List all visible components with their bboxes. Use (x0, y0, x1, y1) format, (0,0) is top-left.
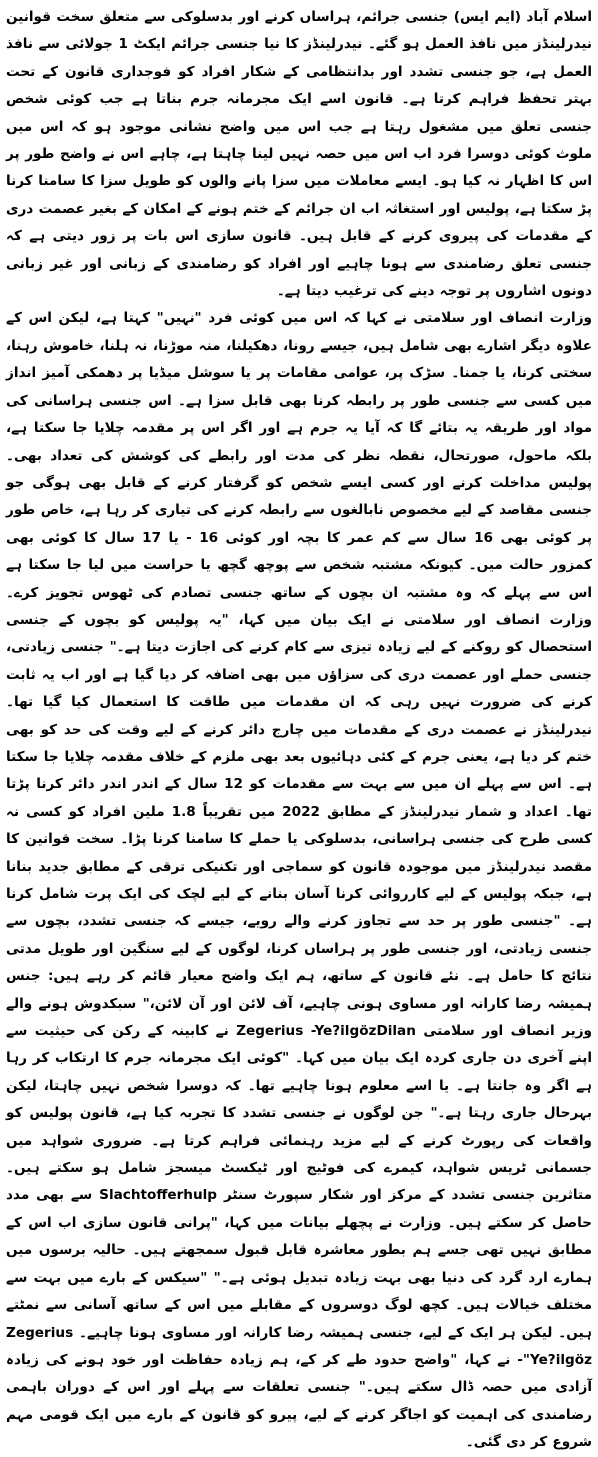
article-paragraph-2: وزارت انصاف اور سلامتی نے کہا کہ اس میں کوئی فرد "نہیں" کہتا ہے، لیکن اس کے علاوہ دیگر اشارے بھی شامل ہیں، جیسے رونا، دھکیلنا، منہ موڑنا، نہ ہلنا، خاموش رہنا، سختی کرنا، یا جمنا۔ سڑک پر، عوامی مقامات پر یا سوشل میڈیا پر دھمکی آمیز انداز میں کسی سے جنسی طور پر رابطہ کرنا بھی قابل سزا ہے۔ اس جنسی ہراسانی کی مواد اور طریقہ یہ بتائے گا کہ آیا یہ جرم ہے اور اگر اس پر مقدمہ چلایا جا سکتا ہے، بلکہ ماحول، صورتحال، نقطہ نظر کی مدت اور رابطے کی کوشش کی تعداد بھی۔ پولیس مداخلت کرنے اور کسی ایسے شخص کو گرفتار کرنے کے قابل بھی ہوگی جو جنسی مقاصد کے لیے مخصوص نابالغوں سے رابطہ کرنے کی تیاری کر رہا ہے، خاص طور پر کوئی بھی 16 سال سے کم عمر کا بچہ اور کوئی 16 - یا 17 سال کا کوئی بھی کمزور حالت میں۔ کیونکہ مشتبہ شخص سے پوچھ گچھ یا حراست میں لیا جا سکتا ہے اس سے پہلے کہ وہ مشتبہ ان بچوں کے ساتھ جنسی تصادم کی ٹھوس تجویز کرے۔ وزارت انصاف اور سلامتی نے ایک بیان میں کہا، "یہ پولیس کو بچوں کے جنسی استحصال کو روکنے کے لیے زیادہ تیزی سے کام کرنے کی اجازت دیتا ہے۔" جنسی زیادتی، جنسی حملے اور عصمت دری کی سزاؤں میں بھی اضافہ کر دیا گیا ہے اور اب یہ ثابت کرنے کی ضرورت نہیں رہی کہ ان مقدمات میں طاقت کا استعمال کیا گیا تھا۔ نیدرلینڈز نے عصمت دری کے مقدمات میں چارج دائر کرنے کے لیے وقت کی حد کو بھی ختم کر دیا ہے، یعنی جرم کے کئی دہائیوں بعد بھی ملزم کے خلاف مقدمہ چلایا جا سکتا ہے۔ اس سے پہلے ان میں سے بہت سے مقدمات کو 12 سال کے اندر اندر دائر کرنا پڑتا تھا۔ اعداد و شمار نیدرلینڈز کے مطابق 2022 میں تقریباً 1.8 ملین افراد کو کسی نہ کسی طرح کی جنسی ہراسانی، بدسلوکی یا حملے کا سامنا کرنا پڑا۔ سخت قوانین کا مقصد نیدرلینڈز میں موجودہ قانون کو سماجی اور تکنیکی ترقی کے مطابق جدید بنانا ہے، جبکہ پولیس کے لیے کارروائی کرنا آسان بنانے کے لیے لچک کی ایک پرت شامل کرنا ہے۔ "جنسی طور پر حد سے تجاوز کرنے والے رویے، جیسے کہ جنسی تشدد، بچوں سے جنسی زیادتی، اور جنسی طور پر ہراساں کرنا، لوگوں کے لیے سنگین اور طویل مدتی نتائج کا حامل ہے۔ نئے قانون کے ساتھ، ہم ایک واضح معیار قائم کر رہے ہیں: جنس ہمیشہ رضا کارانہ اور مساوی ہونی چاہیے، آف لائن اور آن لائن،" سبکدوش ہونے والے وزیر انصاف اور سلامتی Zegerius -Ye?ilgözDilan نے کابینہ کے رکن کی حیثیت سے اپنے آخری دن جاری کردہ ایک بیان میں کہا۔ "کوئی ایک مجرمانہ جرم کا ارتکاب کر رہا ہے اگر وہ جانتا ہے۔ یا اسے معلوم ہونا چاہیے تھا۔ کہ دوسرا شخص نہیں چاہتا، لیکن بہرحال جاری رہتا ہے۔" جن لوگوں نے جنسی تشدد کا تجربہ کیا ہے، قانون پولیس کو واقعات کی رپورٹ کرنے کے لیے مزید رہنمائی فراہم کرتا ہے۔ ضروری شواہد میں جسمانی ٹریس شواہد، کیمرے کی فوٹیج اور ٹیکسٹ میسجز شامل ہو سکتے ہیں۔ متاثرین جنسی تشدد کے مرکز اور شکار سپورٹ سنٹر Slachtofferhulp سے بھی مدد حاصل کر سکتے ہیں۔ وزارت نے پچھلے بیانات میں کہا، "پرانی قانون سازی اب اس کے مطابق نہیں تھی جسے ہم بطور معاشرہ قابل قبول سمجھتے ہیں۔ حالیہ برسوں میں ہمارے ارد گرد کی دنیا بھی بہت زیادہ تبدیل ہوئی ہے۔" "سیکس کے بارے میں بہت سے مختلف خیالات ہیں۔ کچھ لوگ دوسروں کے مقابلے میں اس کے ساتھ آسانی سے نمٹتے ہیں۔ لیکن ہر ایک کے لیے، جنسی ہمیشہ رضا کارانہ اور مساوی ہونا چاہیے۔ Zegerius -"Ye?ilgöz نے کہا، "واضح حدود طے کر کے، ہم زیادہ حفاظت اور خود ہونے کی زیادہ آزادی میں حصہ ڈال سکتے ہیں۔" جنسی تعلقات سے پہلے اور اس کے دوران باہمی رضامندی کی اہمیت کو اجاگر کرنے کے لیے، پیرو کو قانون کے بارے میں ایک قومی مہم شروع کر دی گئی۔ (6, 310, 593, 1451)
article-paragraph-1: اسلام آباد (ایم ایس) جنسی جرائم، ہراساں کرنے اور بدسلوکی سے متعلق سخت قوانین نیدرلینڈز میں نافذ العمل ہو گئے۔ نیدرلینڈز کا نیا جنسی جرائم ایکٹ 1 جولائی سے نافذ العمل ہے، جو جنسی تشدد اور بدانتظامی کے شکار افراد کو فوجداری قانون کے تحت بہتر تحفظ فراہم کرتا ہے۔ قانون اسے ایک مجرمانہ جرم بناتا ہے جب کوئی شخص جنسی تعلق میں مشغول رہتا ہے جب اس میں واضح نشانی موجود ہو کہ اس میں ملوث کوئی دوسرا فرد اب اس میں حصہ نہیں لینا چاہتا ہے، چاہے اس نے واضح طور پر اس کا اظہار نہ کیا ہو۔ ایسے معاملات میں سزا پانے والوں کو طویل سزا کا سامنا کرنا پڑ سکتا ہے، پولیس اور استغاثہ اب ان جرائم کے ختم ہونے کے امکان کے بغیر عصمت دری کے مقدمات کی پیروی کرنے کے قابل ہیں۔ قانون سازی اس بات پر زور دیتی ہے کہ جنسی تعلق رضامندی سے ہونا چاہیے اور افراد کو رضامندی کے زبانی اور غیر زبانی دونوں اشاروں پر توجہ دینے کی ترغیب دیتا ہے۔ (6, 9, 592, 300)
news-article (6, 4, 593, 1451)
